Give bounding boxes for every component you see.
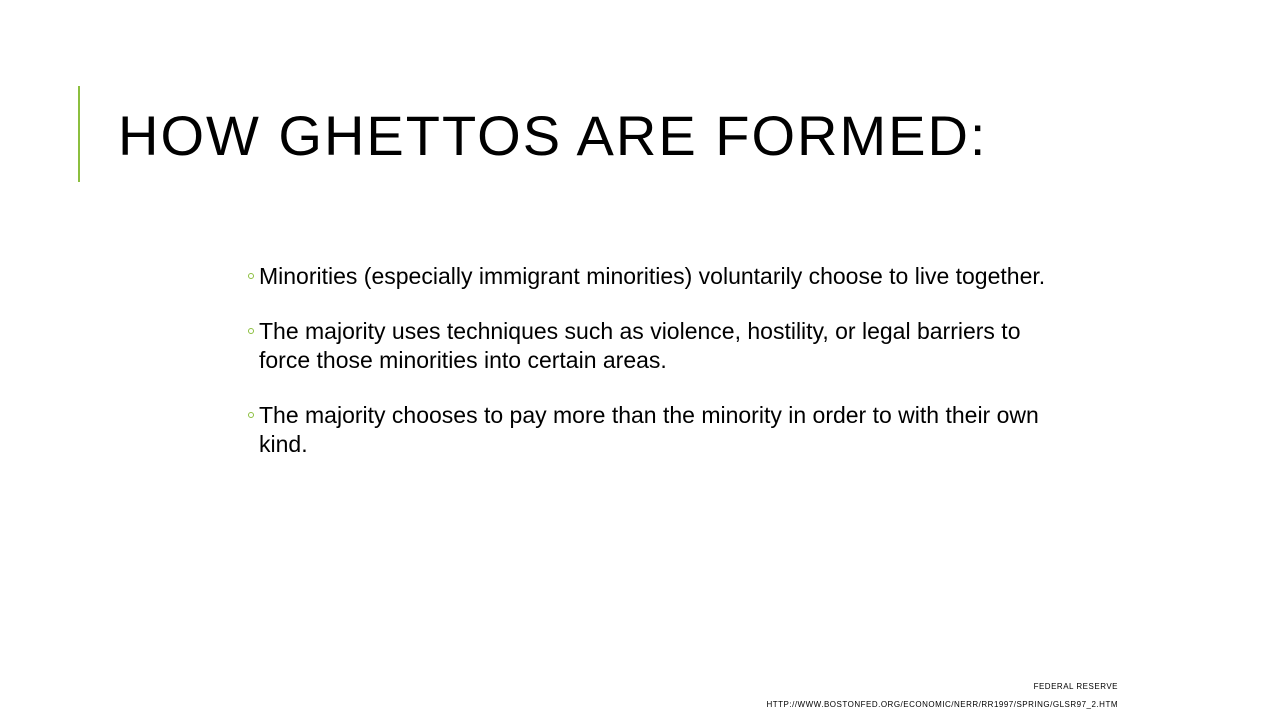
source-citation [766,678,1118,714]
bullet-list [248,262,1048,485]
bullet-text: The majority chooses to pay more than the minority in order to with their own kind. [259,402,1039,457]
bullet-text: The majority uses techniques such as violence, hostility, or legal barriers to force those minorities into certain areas. [259,318,1021,373]
slide-title: HOW GHETTOS ARE FORMED: [118,104,988,167]
title-accent-bar [78,86,80,182]
source-name: FEDERAL RESERVE [1033,682,1118,691]
circle-bullet-icon [248,412,254,418]
bullet-item [248,401,1048,459]
bullet-item [248,262,1048,291]
source-url: HTTP://WWW.BOSTONFED.ORG/ECONOMIC/NERR/RR1997/SPRING/GLSR97_2.HTM [766,700,1118,709]
bullet-text: Minorities (especially immigrant minorities) voluntarily choose to live together. [259,263,1046,289]
circle-bullet-icon [248,273,254,279]
circle-bullet-icon [248,328,254,334]
bullet-item [248,317,1048,375]
